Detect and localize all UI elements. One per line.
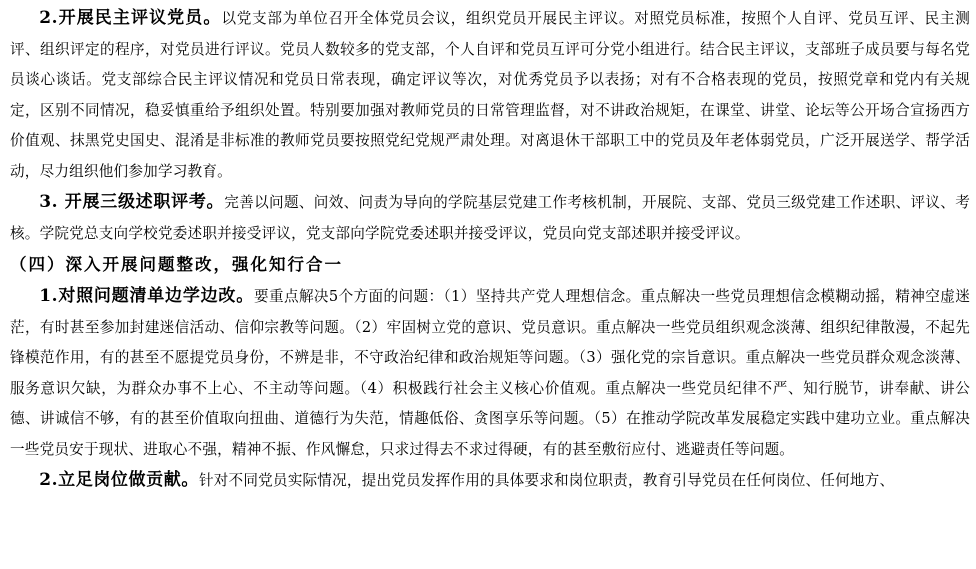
paragraph-post-contribution (10, 465, 970, 497)
paragraph-three-level-review (10, 187, 970, 249)
paragraph-problem-list (10, 281, 970, 465)
paragraph-lead: 2.开展民主评议党员。 (39, 8, 222, 28)
document-body (10, 0, 970, 497)
paragraph-democratic-review (10, 3, 970, 187)
paragraph-text: 要重点解决5个方面的问题：（1）坚持共产党人理想信念。重点解决一些党员理想信念模糊动摇，精神空虚迷茫，有时甚至参加封建迷信活动、信仰宗教等问题。（2）牢固树立党的意识、党员意识。重点解决一些党员组织观念淡薄、组织纪律散漫，不起先锋模范作用，有的甚至不愿提党员身份，不辨是非，不守政治纪律和政治规矩等问题。（3）强化党的宗旨意识。重点解决一些党员群众观念淡薄、服务意识欠缺，为群众办事不上心、不主动等问题。（4）积极践行社会主义核心价值观。重点解决一些党员纪律不严、知行脱节，讲奉献、讲公德、讲诚信不够，有的甚至价值取向扭曲、道德行为失范，情趣低俗、贪图享乐等问题。（5）在推动学院改革发展稳定实践中建功立业。重点解决一些党员安于现状、进取心不强，精神不振、作风懈怠，只求过得去不求过得硬，有的甚至敷衍应付、逃避责任等问题。 (10, 288, 971, 458)
paragraph-lead: 3. 开展三级述职评考。 (39, 192, 225, 212)
paragraph-text: 以党支部为单位召开全体党员会议，组织党员开展民主评议。对照党员标准，按照个人自评、党员互评、民主测评、组织评定的程序，对党员进行评议。党员人数较多的党支部，个人自评和党员互评可分党小组进行。结合民主评议，支部班子成员要与每名党员谈心谈话。党支部综合民主评议情况和党员日常表现，确定评议等次，对优秀党员予以表扬；对有不合格表现的党员，按照党章和党内有关规定，区别不同情况，稳妥慎重给予组织处置。特别要加强对教师党员的日常管理监督，对不讲政治规矩，在课堂、讲堂、论坛等公开场合宣扬西方价值观、抹黑党史国史、混淆是非标准的教师党员要按照党纪党规严肃处理。对离退休干部职工中的党员及年老体弱党员，广泛开展送学、帮学活动，尽力组织他们参加学习教育。 (10, 10, 970, 180)
paragraph-lead: 1.对照问题清单边学边改。 (39, 286, 254, 306)
paragraph-text: 针对不同党员实际情况，提出党员发挥作用的具体要求和岗位职责，教育引导党员在任何岗位、任何地方、 (198, 472, 895, 489)
section-heading: （四）深入开展问题整改，强化知行合一 (10, 255, 343, 274)
paragraph-text: 完善以问题、问效、问责为导向的学院基层党建工作考核机制，开展院、支部、党员三级党建工作述职、评议、考核。学院党总支向学校党委述职并接受评议，党支部向学院党委述职并接受评议，党员向党支部述职并接受评议。 (10, 194, 970, 242)
paragraph-lead: 2.立足岗位做贡献。 (39, 470, 199, 490)
